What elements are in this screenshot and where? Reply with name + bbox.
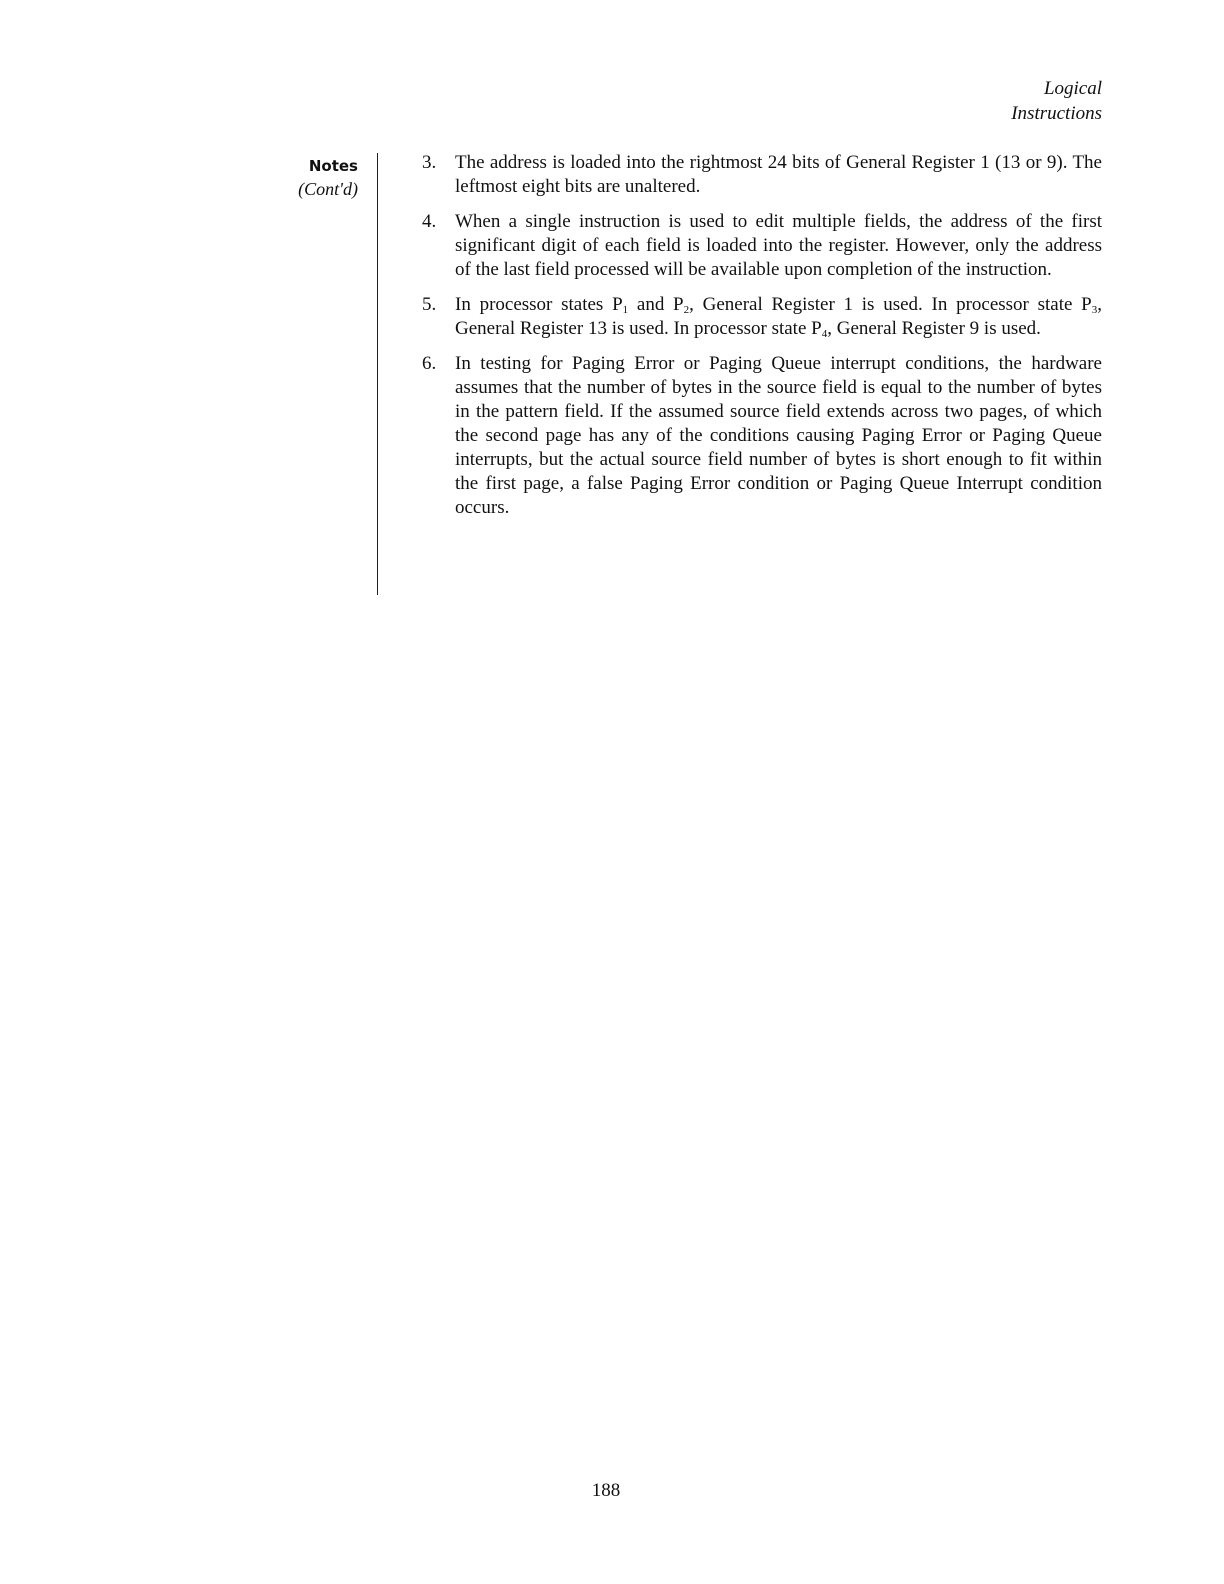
notes-margin-label xyxy=(250,155,358,201)
subscript: 1 xyxy=(622,304,629,316)
note-text xyxy=(455,293,1102,341)
page-number: 188 xyxy=(591,1480,621,1501)
note-text-segment: In processor states P xyxy=(455,294,623,315)
running-header xyxy=(1011,76,1102,126)
note-text: When a single instruction is used to edit multiple fields, the address of the first significant digit of each field is loaded into the register. However, only the address of the last field processed will be available upon completion of the instruction. xyxy=(455,211,1102,280)
note-number: 5. xyxy=(422,294,437,315)
note-item-6 xyxy=(422,352,1102,520)
note-number: 4. xyxy=(422,211,437,232)
note-item-3 xyxy=(422,151,1102,199)
note-text-segment: , General Register 9 is used. xyxy=(827,318,1041,339)
note-text-segment: , General Register 1 is used. In processor state P xyxy=(689,294,1092,315)
subscript: 2 xyxy=(683,304,690,316)
subscript: 4 xyxy=(821,328,828,340)
notes-subtitle: (Cont'd) xyxy=(298,179,358,199)
note-text-segment: and P xyxy=(628,294,684,315)
subscript: 3 xyxy=(1091,304,1098,316)
note-item-5 xyxy=(422,293,1102,341)
note-number: 6. xyxy=(422,353,437,374)
header-line-2: Instructions xyxy=(1011,103,1102,124)
note-text-segment: , General Register 13 is used. In processor state P xyxy=(455,294,1102,339)
header-line-1: Logical xyxy=(1043,78,1102,99)
note-text: The address is loaded into the rightmost 24 bits of General Register 1 (13 or 9). The leftmost eight bits are unaltered. xyxy=(455,152,1102,197)
note-number: 3. xyxy=(422,152,437,173)
note-item-4 xyxy=(422,210,1102,282)
notes-title: Notes xyxy=(308,157,358,175)
notes-list xyxy=(422,151,1102,531)
note-text: In testing for Paging Error or Paging Queue interrupt conditions, the hardware assumes that the number of bytes in the source field is equal to the number of bytes in the pattern field. If the assumed source field extends across two pages, of which the second page has any of the conditions causing Paging Error or Paging Queue interrupts, but the actual source field number of bytes is short enough to fit within the first page, a false Paging Error condition or Paging Queue Interrupt condition occurs. xyxy=(455,353,1102,518)
vertical-rule xyxy=(377,153,378,595)
